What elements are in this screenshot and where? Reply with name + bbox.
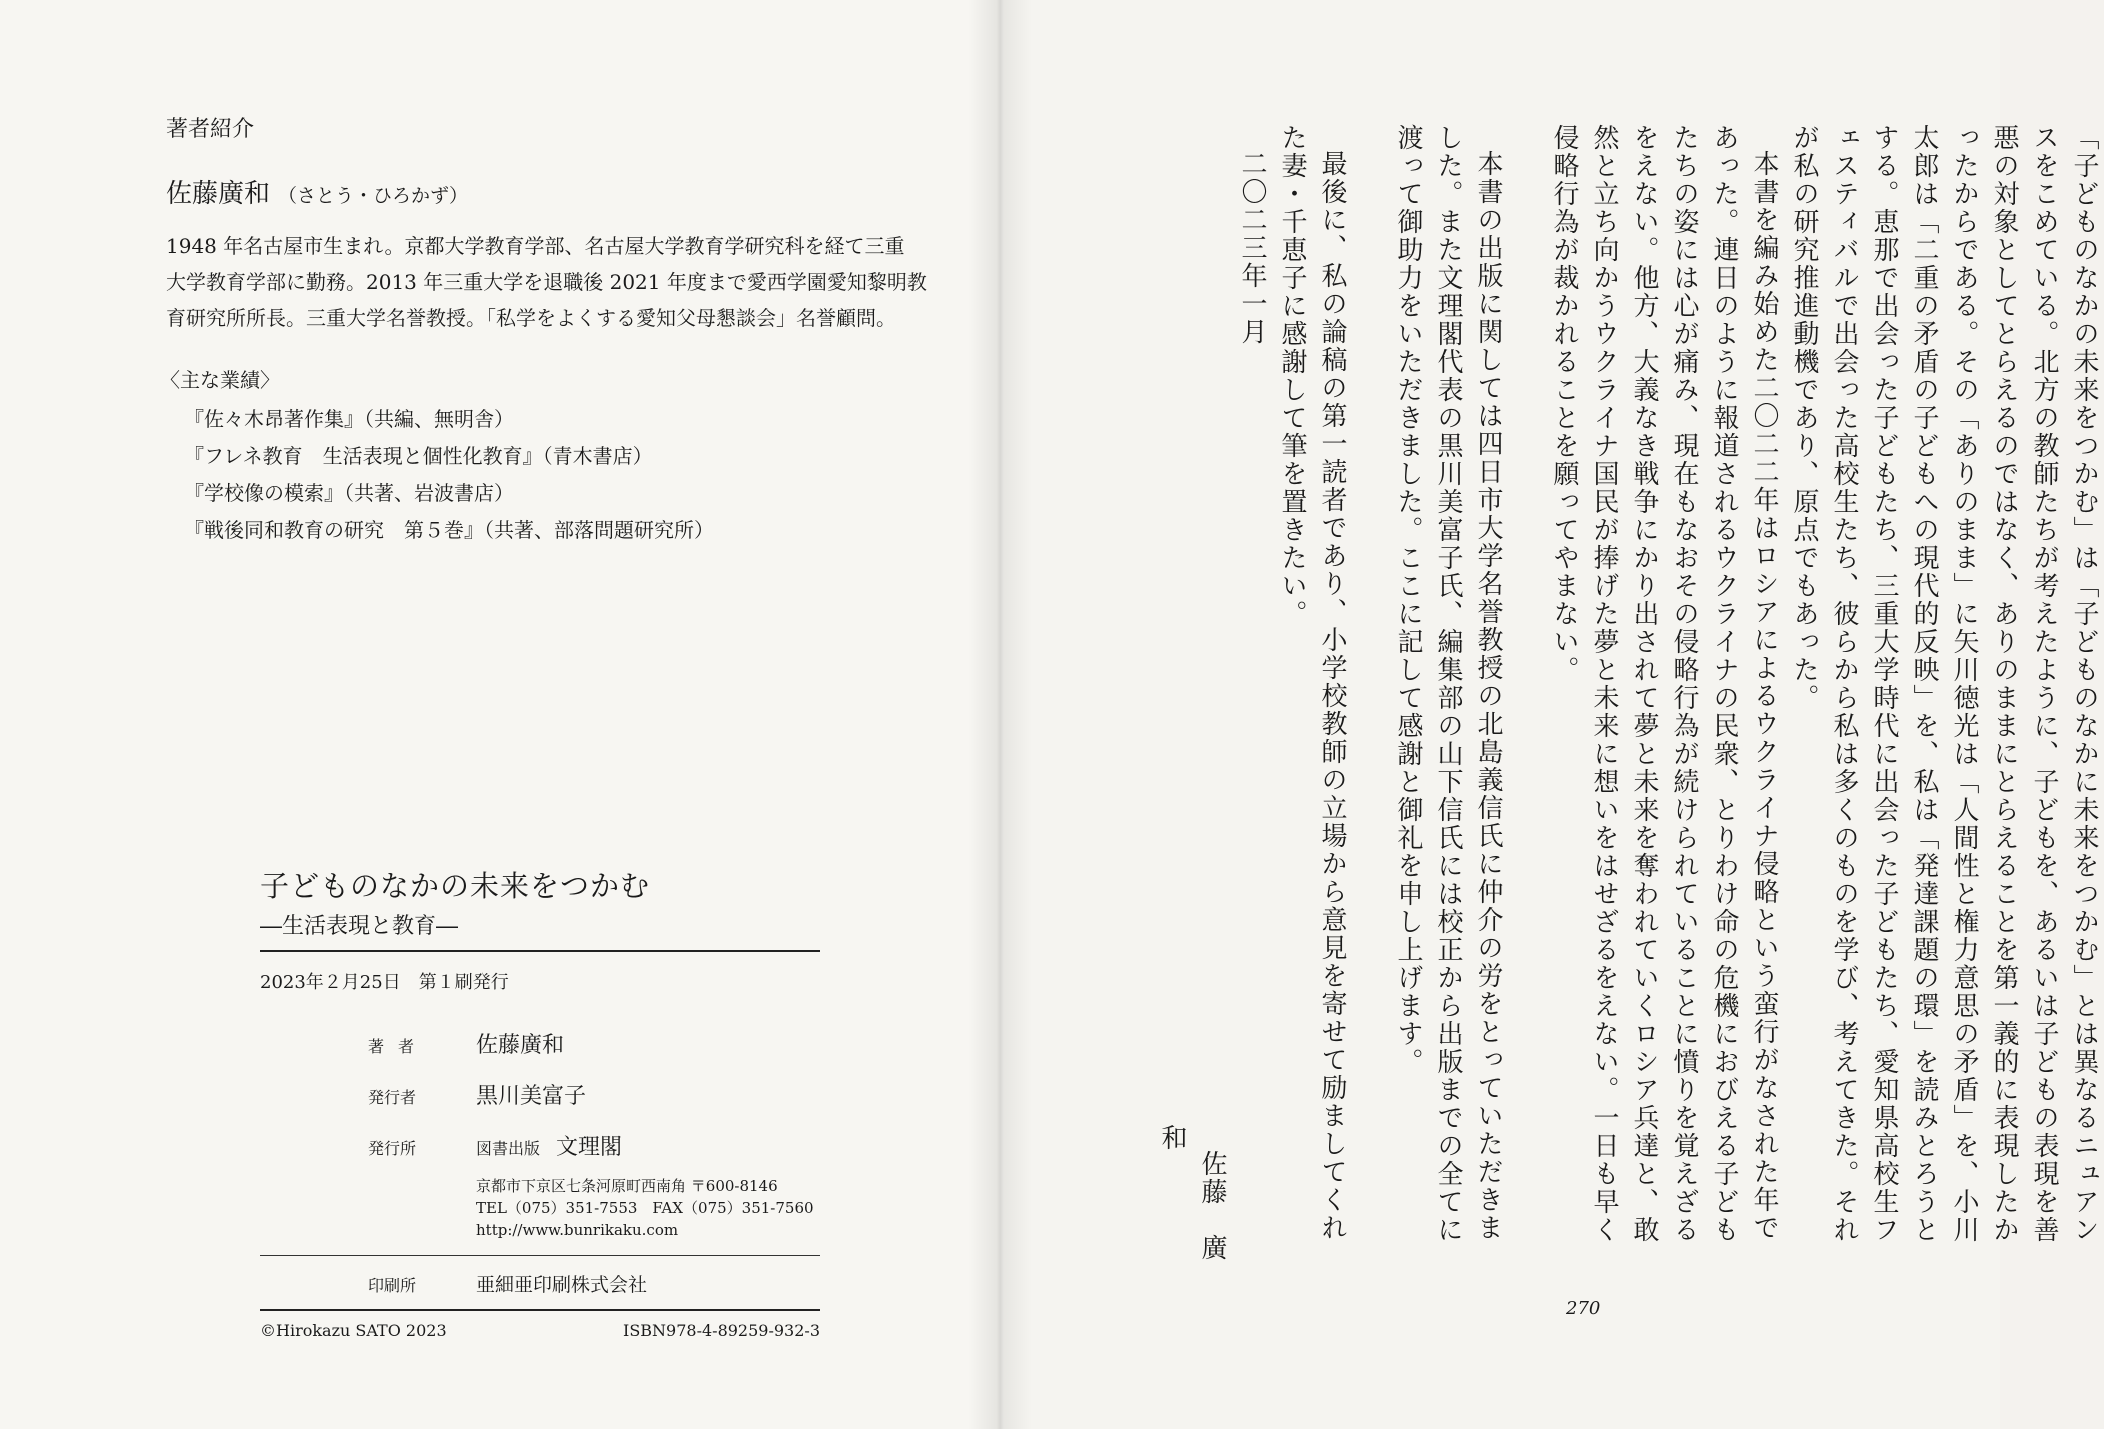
publisher-website: http://www.bunrikaku.com bbox=[476, 1221, 679, 1239]
left-page bbox=[0, 0, 1000, 1429]
colophon-bottom-rule bbox=[260, 1309, 820, 1311]
profile-heading: 著者紹介 bbox=[166, 117, 255, 142]
author-name-line bbox=[166, 173, 956, 210]
bio-line: 大学教育学部に勤務。2013 年三重大学を退職後 2021 年度まで愛西学園愛知黎明教 bbox=[166, 270, 927, 294]
imprint-prefix: 図書出版 bbox=[476, 1139, 541, 1158]
publisher-phone-fax: TEL（075）351-7553 FAX（075）351-7560 bbox=[476, 1199, 814, 1217]
edition-line: 2023年２月25日 第１刷発行 bbox=[260, 972, 509, 993]
isbn: ISBN978-4-89259-932-3 bbox=[623, 1321, 820, 1340]
printer-credits bbox=[368, 1270, 820, 1297]
works-list bbox=[166, 401, 956, 549]
right-page bbox=[1000, 0, 2099, 1429]
credit-value-printer: 亜細亜印刷株式会社 bbox=[476, 1274, 648, 1296]
author-bio bbox=[166, 228, 956, 336]
colophon-footer bbox=[260, 1321, 820, 1340]
author-profile bbox=[160, 112, 956, 549]
afterword-paragraph: 最後に、私の論稿の第一読者であり、小学校教師の立場から意見を寄せて励ましてくれた妻・千恵子に感謝して筆を置きたい。 bbox=[1277, 124, 1347, 1242]
credit-row-publishing-house bbox=[368, 1130, 820, 1161]
credit-label-author: 著者 bbox=[368, 1037, 429, 1056]
work-item: 『佐々木昂著作集』（共編、無明舎） bbox=[184, 407, 514, 431]
bio-line: 1948 年名古屋市生まれ。京都大学教育学部、名古屋大学教育学研究科を経て三重 bbox=[166, 234, 905, 258]
imprint-name: 文理閣 bbox=[556, 1135, 623, 1160]
afterword-signature: 佐藤 廣和 bbox=[1157, 1124, 1227, 1262]
book-gutter-shadow bbox=[968, 0, 1032, 1429]
bio-line: 育研究所所長。三重大学名誉教授。「私学をよくする愛知父母懇談会」名誉顧問。 bbox=[166, 306, 896, 330]
colophon bbox=[260, 864, 820, 1340]
copyright: ©Hirokazu SATO 2023 bbox=[260, 1321, 447, 1340]
afterword-text bbox=[1092, 124, 2104, 1264]
colophon-top-rule bbox=[260, 950, 820, 952]
work-item: 『戦後同和教育の研究 第５巻』（共著、部落問題研究所） bbox=[184, 518, 714, 542]
work-item: 『学校像の模索』（共著、岩波書店） bbox=[184, 481, 514, 505]
afterword-paragraph: 「子どものなかの未来をつかむ」は「子どものなかに未来をつかむ」とは異なるニュアンスをこめている。北方の教師たちが考えたように、子どもを、あるいは子どもの表現を善悪の対象としてとらえるのではなく、ありのままにとらえることを第一義的に表現したかったからである。その「ありのまま」に矢川徳光は「人間性と権力意思の矛盾」を、小川太郎は「二重の矛盾の子どもへの現代的反映」を、私は「発達課題の環」を読みとろうとする。恵那で出会った子どもたち、三重大学時代に出会った子どもたち、愛知県高校生フェスティバルで出会った高校生たち、彼らから私は多くのものを学び、考えてきた。それが私の研究推進動機であり、原点でもあった。 bbox=[1789, 124, 2099, 1244]
book-title: 子どものなかの未来をつかむ bbox=[260, 869, 651, 903]
publisher-address: 京都市下京区七条河原町西南角 〒600-8146 bbox=[476, 1177, 778, 1195]
credit-row-printer bbox=[368, 1270, 820, 1297]
credit-value-author: 佐藤廣和 bbox=[476, 1033, 565, 1058]
credit-value-publisher: 黒川美富子 bbox=[476, 1084, 587, 1109]
credit-label-publishing-house: 発行所 bbox=[368, 1139, 417, 1158]
work-item: 『フレネ教育 生活表現と個性化教育』（青木書店） bbox=[184, 444, 653, 468]
afterword-paragraph: 本書を編み始めた二〇二二年はロシアによるウクライナ侵略という蛮行がなされた年であった。連日のように報道されるウクライナの民衆、とりわけ命の危機におびえる子どもたちの姿には心が痛み、現在もなおその侵略行為が続けられていることに憤りを覚えざるをえない。他方、大義なき戦争にかり出されて夢と未来を奪われていくロシア兵達と、敢然と立ち向かうウクライナ国民が捧げた夢と未来に想いをはせざるをえない。一日も早く侵略行為が裁かれることを願ってやまない。 bbox=[1549, 124, 1779, 1244]
credit-label-printer: 印刷所 bbox=[368, 1276, 417, 1295]
credit-label-publisher: 発行者 bbox=[368, 1088, 417, 1107]
works-heading: 〈主な業績〉 bbox=[160, 368, 280, 392]
author-reading: （さとう・ひろかず） bbox=[278, 185, 469, 207]
colophon-mid-rule bbox=[260, 1255, 820, 1256]
afterword-date: 二〇二三年一月 bbox=[1237, 150, 1267, 346]
book-subtitle: ―生活表現と教育― bbox=[260, 914, 459, 939]
page-number: 270 bbox=[1566, 1298, 1601, 1319]
credit-row-publisher bbox=[368, 1079, 820, 1110]
credit-row-author bbox=[368, 1028, 820, 1059]
publisher-address-block bbox=[476, 1175, 820, 1241]
credits bbox=[368, 1028, 820, 1161]
author-name: 佐藤廣和 bbox=[166, 179, 271, 209]
afterword-paragraph: 本書の出版に関しては四日市大学名誉教授の北島義信氏に仲介の労をとっていただきました。また文理閣代表の黒川美富子氏、編集部の山下信氏には校正から出版までの全てに渡って御助力をいただきました。ここに記して感謝と御礼を申し上げます。 bbox=[1393, 124, 1503, 1244]
